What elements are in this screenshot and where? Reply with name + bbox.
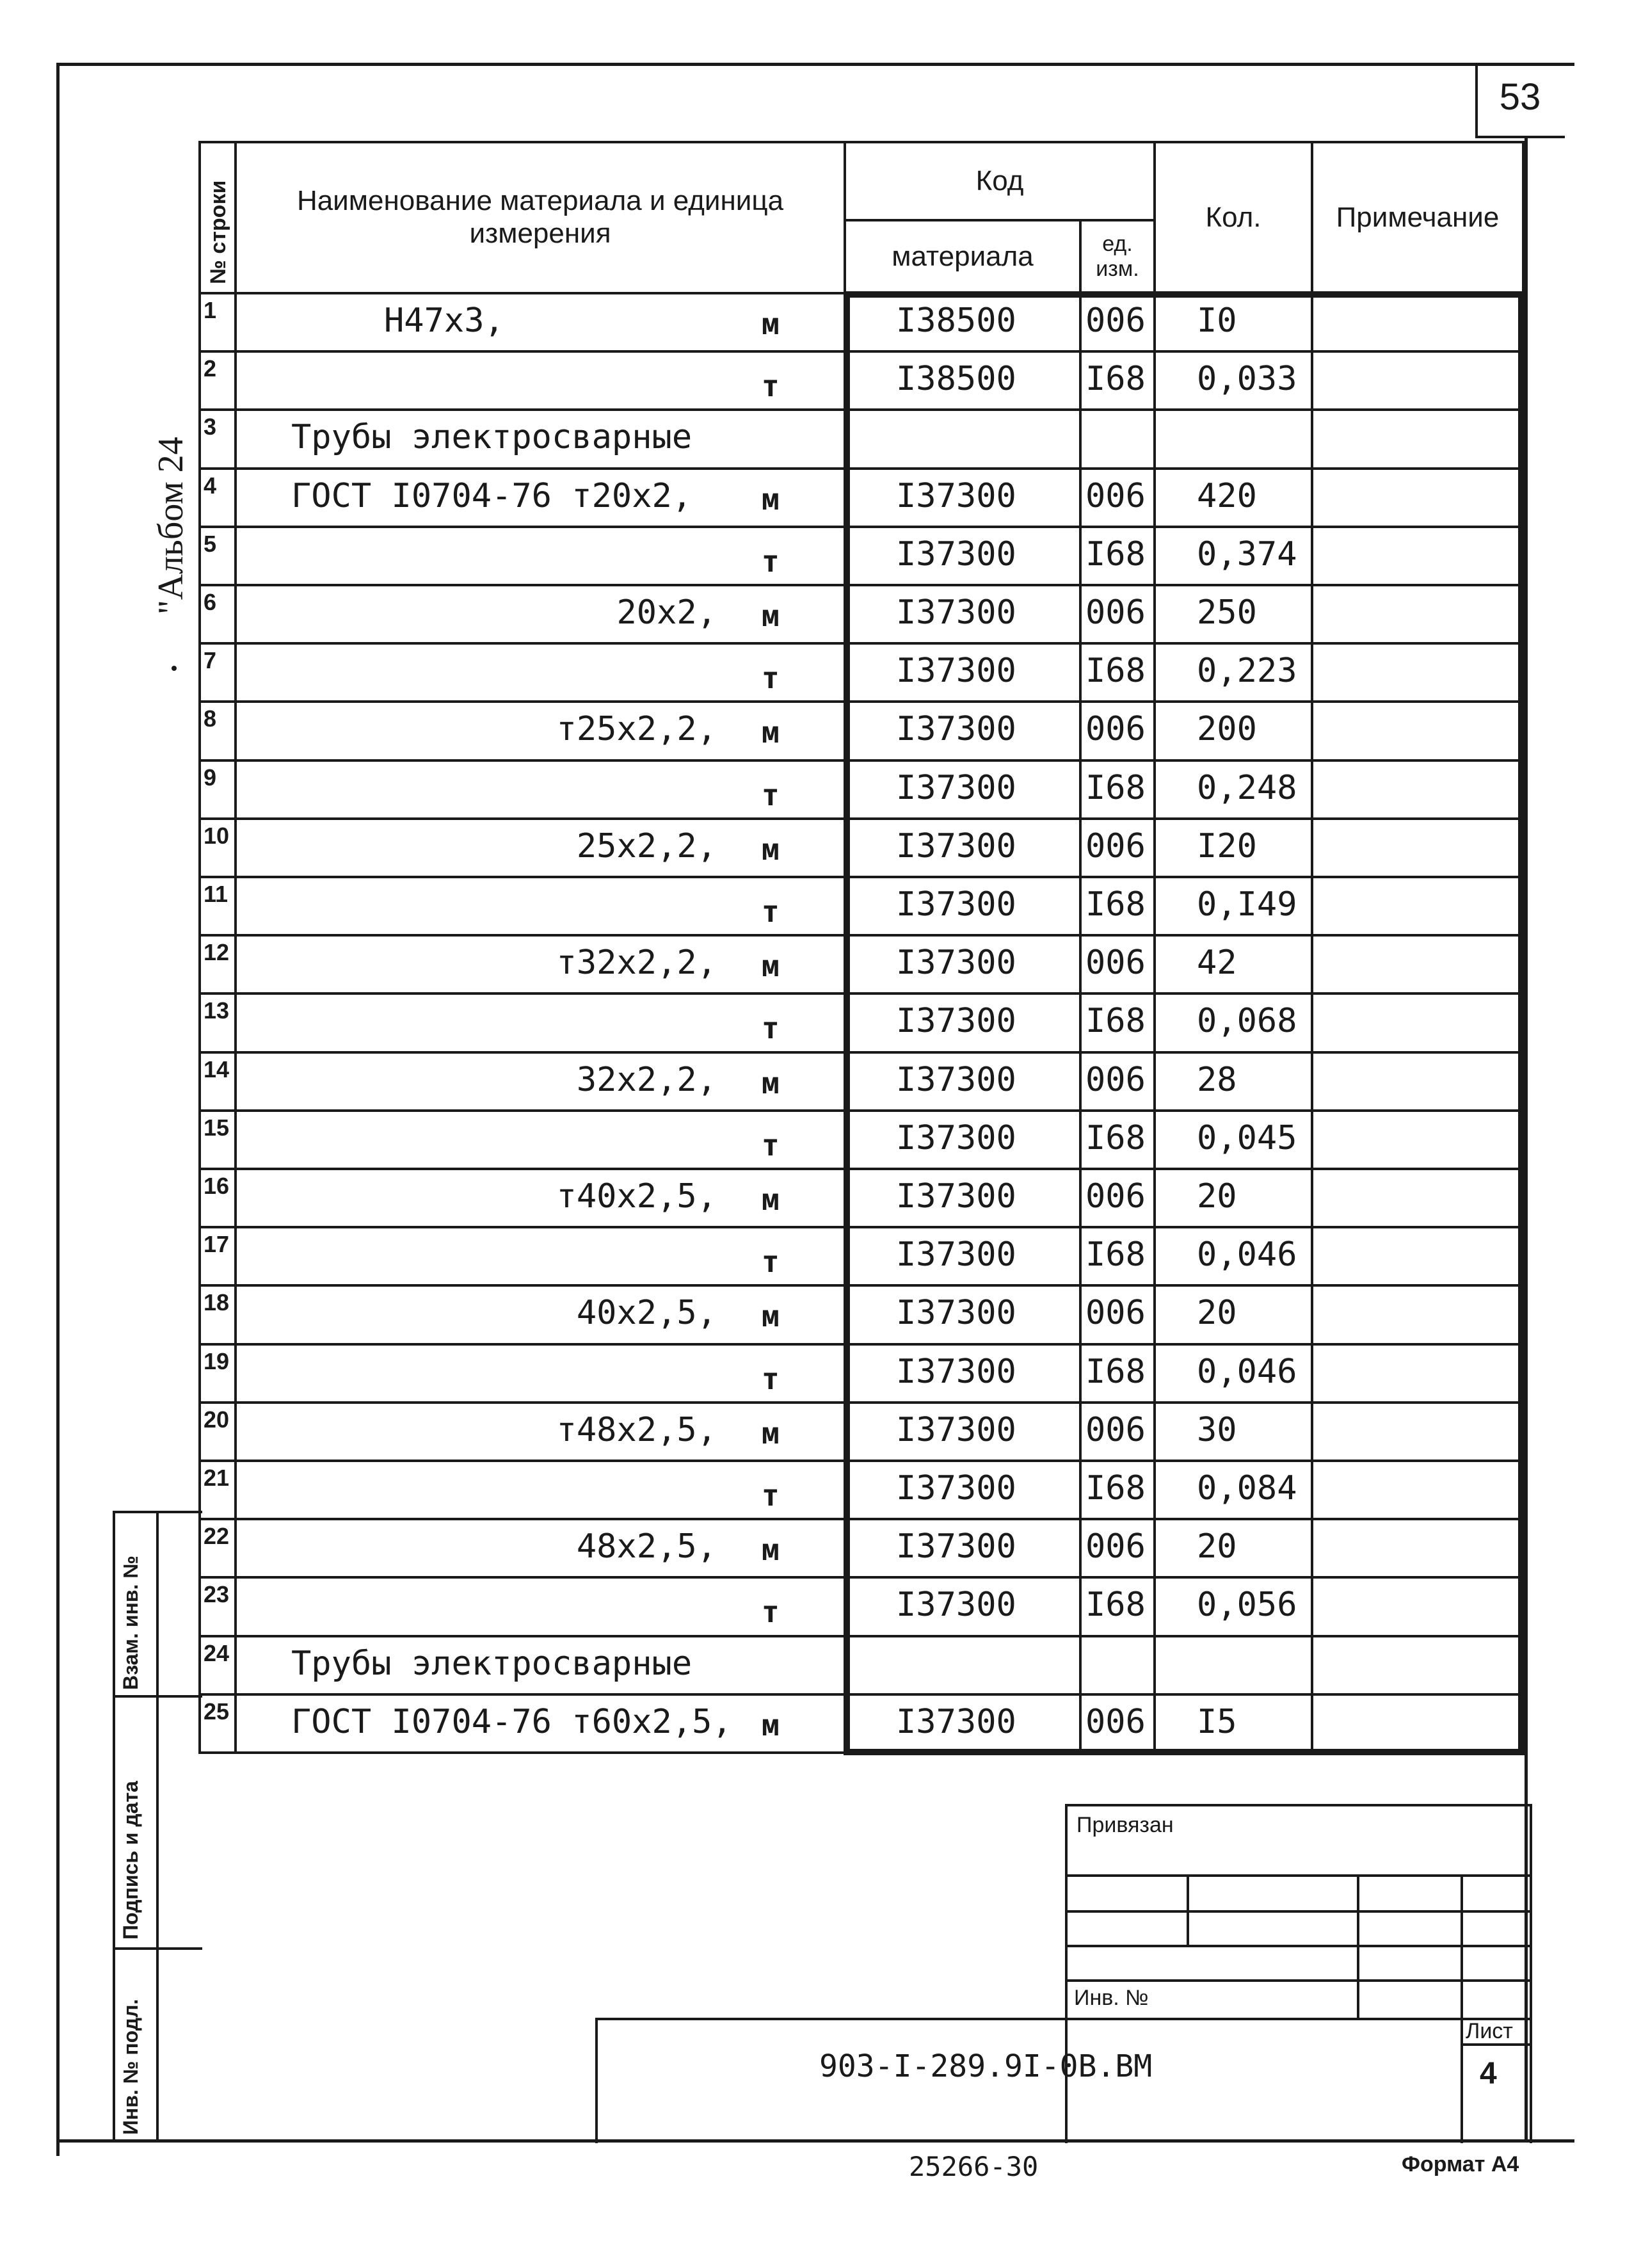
name-col-left-line bbox=[234, 294, 237, 1754]
row-material-name: т48х2,5, bbox=[556, 1410, 717, 1449]
row-number: 25 bbox=[198, 1696, 237, 1754]
stamp-col-line-2 bbox=[1357, 1874, 1359, 2018]
row-unit-symbol: т bbox=[762, 1361, 780, 1396]
row-divider bbox=[237, 700, 1525, 703]
row-material-code: I37300 bbox=[896, 885, 1016, 924]
row-divider bbox=[237, 642, 1525, 645]
row-material-code: I37300 bbox=[896, 1410, 1016, 1449]
side-strip-mid bbox=[156, 1511, 159, 2141]
row-material-code: I37300 bbox=[896, 1060, 1016, 1099]
row-unit-symbol: м bbox=[762, 1707, 780, 1742]
side-strip-left bbox=[113, 1511, 115, 2141]
stamp-privyazan: Привязан bbox=[1077, 1813, 1174, 1837]
album-dot bbox=[172, 666, 177, 671]
row-quantity: 0,I49 bbox=[1197, 885, 1297, 924]
row-quantity: 0,084 bbox=[1197, 1468, 1297, 1508]
row-quantity: I5 bbox=[1197, 1702, 1237, 1741]
row-material-name: 20х2, bbox=[616, 593, 717, 632]
row-material-name: ГОСТ I0704-76 т60х2,5, bbox=[291, 1702, 732, 1741]
row-unit-symbol: м bbox=[762, 1182, 780, 1217]
row-divider bbox=[237, 1109, 1525, 1112]
row-quantity: 0,046 bbox=[1197, 1235, 1297, 1275]
row-unit-symbol: т bbox=[762, 1477, 780, 1513]
row-number: 4 bbox=[198, 470, 237, 528]
row-material-name: 25х2,2, bbox=[576, 826, 717, 865]
row-unit-code: I68 bbox=[1085, 1352, 1146, 1391]
note-col-left-line bbox=[1311, 294, 1313, 1754]
row-unit-code: I68 bbox=[1085, 360, 1146, 399]
row-unit-symbol: м bbox=[762, 715, 780, 750]
row-material-code: I37300 bbox=[896, 1586, 1016, 1625]
row-material-name: Н47х3, bbox=[384, 301, 504, 340]
row-unit-symbol: м bbox=[762, 1299, 780, 1334]
row-quantity: 20 bbox=[1197, 1177, 1237, 1216]
header-note-text: Примечание bbox=[1336, 201, 1500, 233]
row-number: 8 bbox=[198, 703, 237, 761]
code-block-top-border bbox=[844, 291, 1525, 298]
row-unit-code: 006 bbox=[1085, 826, 1146, 865]
row-unit-symbol: м bbox=[762, 306, 780, 341]
row-number: 14 bbox=[198, 1054, 237, 1112]
row-material-code: I37300 bbox=[896, 1294, 1016, 1333]
stamp-doc-code: 903-I-289.9I-0В.ВМ bbox=[819, 2048, 1153, 2084]
row-number: 22 bbox=[198, 1520, 237, 1579]
code-block-bottom-border bbox=[844, 1749, 1525, 1755]
header-name bbox=[234, 141, 846, 294]
row-quantity: 420 bbox=[1197, 476, 1257, 515]
row-unit-code: 006 bbox=[1085, 301, 1146, 340]
row-quantity: 0,374 bbox=[1197, 535, 1297, 574]
row-number: 7 bbox=[198, 645, 237, 703]
row-divider bbox=[237, 759, 1525, 762]
row-material-code: I37300 bbox=[896, 1002, 1016, 1041]
row-divider bbox=[237, 1518, 1525, 1520]
frame-right-border bbox=[1525, 138, 1528, 2141]
row-divider bbox=[237, 584, 1525, 586]
row-unit-symbol: т bbox=[762, 369, 780, 404]
row-quantity: 28 bbox=[1197, 1060, 1237, 1099]
stamp-inv-no: Инв. № bbox=[1074, 1986, 1149, 2010]
row-number: 12 bbox=[198, 937, 237, 995]
header-unit-text: ед. изм. bbox=[1096, 231, 1139, 281]
frame-top-border bbox=[56, 63, 1574, 66]
row-quantity: 0,248 bbox=[1197, 768, 1297, 807]
row-quantity: I0 bbox=[1197, 301, 1237, 340]
footer-number: 25266-30 bbox=[909, 2151, 1039, 2182]
stamp-sheet-label: Лист bbox=[1466, 2019, 1513, 2043]
row-divider bbox=[237, 1226, 1525, 1228]
row-unit-code: I68 bbox=[1085, 1118, 1146, 1157]
row-unit-symbol: м bbox=[762, 1415, 780, 1451]
side-strip-divider-1 bbox=[113, 1695, 202, 1698]
row-material-code: I37300 bbox=[896, 826, 1016, 865]
side-strip-vzam: Взам. инв. № bbox=[119, 1556, 142, 1690]
stamp-main-top bbox=[595, 2018, 1532, 2020]
header-material-text: материала bbox=[892, 240, 1034, 272]
row-number: 5 bbox=[198, 528, 237, 586]
row-number: 6 bbox=[198, 586, 237, 645]
row-material-code: I38500 bbox=[896, 360, 1016, 399]
row-number: 1 bbox=[198, 294, 237, 353]
row-material-code: I37300 bbox=[896, 1118, 1016, 1157]
stamp-left-border bbox=[1065, 1804, 1068, 2143]
row-unit-symbol: м bbox=[762, 1532, 780, 1568]
code-block-left-border bbox=[844, 293, 850, 1755]
row-material-name: 32х2,2, bbox=[576, 1060, 717, 1099]
row-material-name: т40х2,5, bbox=[556, 1177, 717, 1216]
row-material-code: I37300 bbox=[896, 593, 1016, 632]
row-quantity: 200 bbox=[1197, 710, 1257, 749]
row-quantity: 20 bbox=[1197, 1527, 1237, 1566]
row-divider bbox=[237, 1576, 1525, 1579]
row-quantity: 30 bbox=[1197, 1410, 1237, 1449]
side-strip-podpis: Подпись и дата bbox=[119, 1781, 142, 1940]
row-unit-symbol: т bbox=[762, 543, 780, 579]
header-name-text: Наименование материала и единица измерения bbox=[296, 185, 784, 249]
row-unit-code: 006 bbox=[1085, 476, 1146, 515]
row-quantity: 0,045 bbox=[1197, 1118, 1297, 1157]
row-number: 18 bbox=[198, 1287, 237, 1345]
row-unit-code: 006 bbox=[1085, 710, 1146, 749]
row-number: 16 bbox=[198, 1170, 237, 1228]
row-number: 20 bbox=[198, 1404, 237, 1462]
header-row-no: № строки bbox=[206, 180, 230, 284]
row-unit-code: 006 bbox=[1085, 1702, 1146, 1741]
row-unit-symbol: т bbox=[762, 894, 780, 929]
row-divider bbox=[237, 467, 1525, 470]
row-quantity: 42 bbox=[1197, 944, 1237, 983]
row-unit-symbol: м bbox=[762, 1065, 780, 1100]
row-divider bbox=[237, 876, 1525, 878]
row-quantity: 0,046 bbox=[1197, 1352, 1297, 1391]
qty-col-left-line bbox=[1153, 294, 1156, 1754]
header-qty-text: Кол. bbox=[1205, 201, 1261, 233]
row-divider bbox=[237, 350, 1525, 353]
row-quantity: 250 bbox=[1197, 593, 1257, 632]
stamp-top-border bbox=[1065, 1804, 1532, 1806]
stamp-sheet-no: 4 bbox=[1480, 2057, 1497, 2091]
row-number: 21 bbox=[198, 1462, 237, 1520]
row-unit-symbol: т bbox=[762, 661, 780, 696]
row-quantity: I20 bbox=[1197, 826, 1257, 865]
row-divider bbox=[237, 1635, 1525, 1637]
row-material-name: т25х2,2, bbox=[556, 710, 717, 749]
row-divider bbox=[237, 526, 1525, 528]
row-unit-code: I68 bbox=[1085, 1002, 1146, 1041]
row-unit-code: I68 bbox=[1085, 1586, 1146, 1625]
side-strip-inv-podl: Инв. № подл. bbox=[119, 1999, 142, 2135]
row-number: 13 bbox=[198, 995, 237, 1053]
row-unit-symbol: т bbox=[762, 777, 780, 812]
row-material-code: I37300 bbox=[896, 768, 1016, 807]
page-number: 53 bbox=[1499, 76, 1541, 118]
row-unit-symbol: т bbox=[762, 1595, 780, 1630]
stamp-main-left bbox=[595, 2018, 598, 2143]
row-unit-symbol: т bbox=[762, 1127, 780, 1162]
row-unit-code: I68 bbox=[1085, 1235, 1146, 1275]
row-divider bbox=[237, 992, 1525, 995]
row-unit-code: I68 bbox=[1085, 535, 1146, 574]
stamp-right-border bbox=[1530, 1804, 1532, 2143]
row-material-code: I37300 bbox=[896, 1352, 1016, 1391]
header-row-no-cell bbox=[198, 141, 237, 294]
row-quantity: 0,056 bbox=[1197, 1586, 1297, 1625]
row-divider bbox=[237, 408, 1525, 411]
header-code bbox=[844, 141, 1156, 221]
row-material-code: I37300 bbox=[896, 944, 1016, 983]
frame-left-border bbox=[56, 63, 60, 2156]
row-number: 9 bbox=[198, 762, 237, 820]
row-material-code: I37300 bbox=[896, 535, 1016, 574]
row-material-code: I37300 bbox=[896, 710, 1016, 749]
row-divider bbox=[237, 934, 1525, 937]
row-number: 2 bbox=[198, 353, 237, 411]
row-material-code: I37300 bbox=[896, 1702, 1016, 1741]
stamp-col-line-1 bbox=[1187, 1874, 1189, 1946]
row-quantity: 0,033 bbox=[1197, 360, 1297, 399]
header-material bbox=[844, 219, 1082, 294]
row-unit-code: 006 bbox=[1085, 1177, 1146, 1216]
row-material-name: 40х2,5, bbox=[576, 1294, 717, 1333]
album-label: "Альбом 24 bbox=[151, 437, 191, 615]
row-unit-symbol: м bbox=[762, 949, 780, 984]
code-block-right-border bbox=[1518, 291, 1525, 1755]
stamp-col-line-3 bbox=[1461, 1874, 1463, 2143]
row-material-code: I37300 bbox=[896, 1468, 1016, 1508]
row-unit-code: 006 bbox=[1085, 593, 1146, 632]
row-unit-symbol: м bbox=[762, 832, 780, 867]
row-material-name: Трубы электросварные bbox=[291, 1644, 692, 1683]
row-unit-code: I68 bbox=[1085, 768, 1146, 807]
row-material-name: т32х2,2, bbox=[556, 944, 717, 983]
row-divider bbox=[237, 1401, 1525, 1404]
header-unit bbox=[1079, 219, 1156, 294]
row-unit-code: 006 bbox=[1085, 1527, 1146, 1566]
row-number: 11 bbox=[198, 878, 237, 937]
header-note bbox=[1311, 141, 1525, 294]
row-material-code: I37300 bbox=[896, 652, 1016, 691]
row-unit-code: 006 bbox=[1085, 1294, 1146, 1333]
header-code-text: Код bbox=[975, 165, 1024, 197]
row-number: 10 bbox=[198, 820, 237, 878]
row-material-name: Трубы электросварные bbox=[291, 418, 692, 457]
header-qty bbox=[1153, 141, 1313, 294]
row-unit-symbol: т bbox=[762, 1011, 780, 1046]
row-divider bbox=[237, 1051, 1525, 1054]
row-unit-symbol: м bbox=[762, 481, 780, 517]
row-material-name: 48х2,5, bbox=[576, 1527, 717, 1566]
row-number: 24 bbox=[198, 1637, 237, 1696]
row-divider bbox=[237, 1460, 1525, 1462]
row-quantity: 20 bbox=[1197, 1294, 1237, 1333]
row-unit-code: I68 bbox=[1085, 652, 1146, 691]
row-number: 15 bbox=[198, 1112, 237, 1170]
row-quantity: 0,068 bbox=[1197, 1002, 1297, 1041]
row-unit-symbol: т bbox=[762, 1244, 780, 1280]
side-strip-top bbox=[113, 1511, 202, 1513]
row-material-code: I38500 bbox=[896, 301, 1016, 340]
row-quantity: 0,223 bbox=[1197, 652, 1297, 691]
row-material-name: ГОСТ I0704-76 т20х2, bbox=[291, 476, 692, 515]
row-divider bbox=[237, 1693, 1525, 1696]
footer-format: Формат А4 bbox=[1402, 2152, 1519, 2176]
row-number: 3 bbox=[198, 411, 237, 469]
row-number: 17 bbox=[198, 1228, 237, 1287]
row-unit-symbol: м bbox=[762, 598, 780, 633]
row-unit-code: 006 bbox=[1085, 1410, 1146, 1449]
row-material-code: I37300 bbox=[896, 1527, 1016, 1566]
row-material-code: I37300 bbox=[896, 476, 1016, 515]
row-divider bbox=[237, 817, 1525, 820]
row-unit-code: 006 bbox=[1085, 1060, 1146, 1099]
side-strip-divider-2 bbox=[113, 1947, 202, 1950]
row-number: 19 bbox=[198, 1346, 237, 1404]
row-unit-code: I68 bbox=[1085, 885, 1146, 924]
row-unit-code: 006 bbox=[1085, 944, 1146, 983]
row-material-code: I37300 bbox=[896, 1235, 1016, 1275]
row-divider bbox=[237, 1284, 1525, 1287]
row-number: 23 bbox=[198, 1579, 237, 1637]
unit-col-left-line bbox=[1079, 294, 1082, 1754]
frame-bottom-border bbox=[56, 2139, 1574, 2143]
row-unit-code: I68 bbox=[1085, 1468, 1146, 1508]
row-divider bbox=[237, 1343, 1525, 1346]
row-divider bbox=[237, 1168, 1525, 1170]
row-material-code: I37300 bbox=[896, 1177, 1016, 1216]
